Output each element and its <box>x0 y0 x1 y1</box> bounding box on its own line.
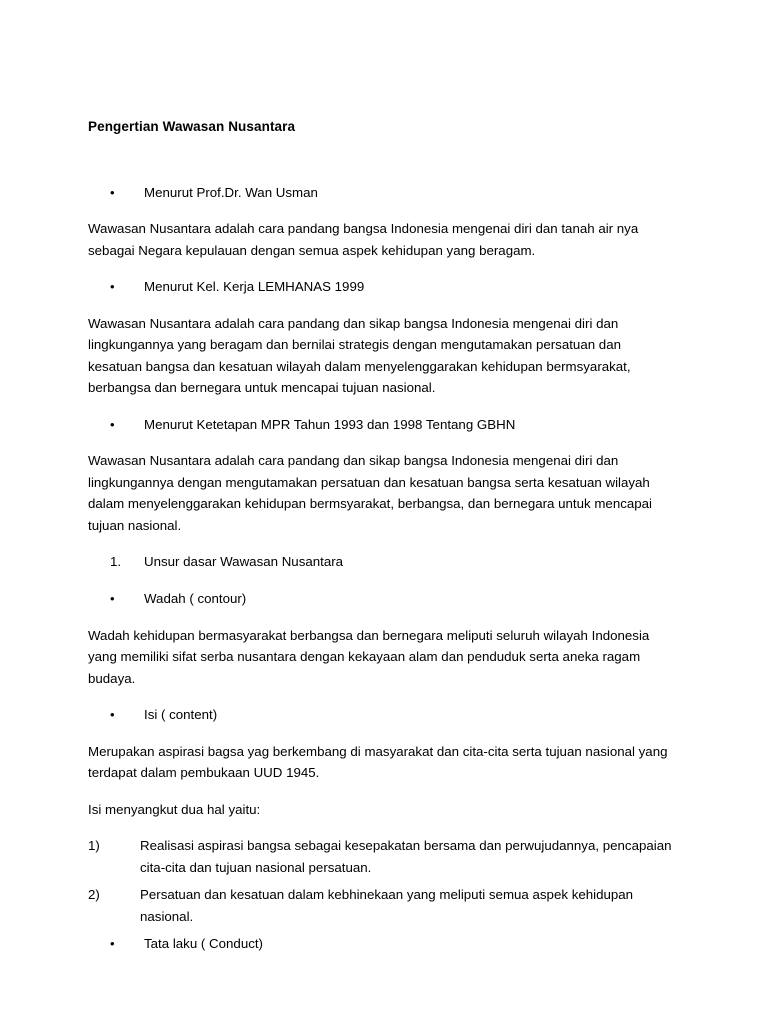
list-item-label: Isi ( content) <box>144 707 218 723</box>
paragraph: Wadah kehidupan bermasyarakat berbangsa dan bernegara meliputi seluruh wilayah Indonesia yang memiliki sifat serba nusantara dengan kekayaan alam dan penduduk serta aneka ragam budaya. <box>88 627 650 686</box>
paragraph-number: 1) <box>88 838 100 854</box>
numbered-paragraph <box>88 884 678 927</box>
paragraph-number: 2) <box>88 887 100 903</box>
list-item <box>88 588 678 610</box>
paragraph-text: Realisasi aspirasi bangsa sebagai kesepakatan bersama dan perwujudannya, pencapaian cita-cita dan tujuan nasional persatuan. <box>140 838 672 875</box>
list-item <box>88 182 678 204</box>
paragraph: Wawasan Nusantara adalah cara pandang dan sikap bangsa Indonesia mengenai diri dan lingkungannya dengan mengutamakan persatuan dan kesatuan bangsa serta kesatuan wilayah dalam menyelenggarakan kehidupan bermsyarakat, berbangsa, dan bernegara untuk mencapai tujuan nasional. <box>88 453 653 533</box>
list-item-label: Wadah ( contour) <box>144 590 247 606</box>
document-body <box>88 182 678 955</box>
bullet-marker-icon: • <box>110 416 115 432</box>
list-item <box>88 414 678 436</box>
bullet-marker-icon: • <box>110 936 115 952</box>
list-item-label: Menurut Ketetapan MPR Tahun 1993 dan 1998 Tentang GBHN <box>144 416 516 432</box>
paragraph-text: Persatuan dan kesatuan dalam kebhinekaan yang meliputi semua aspek kehidupan nasional. <box>140 887 634 924</box>
list-item <box>88 551 678 573</box>
list-item-label: Tata laku ( Conduct) <box>144 936 263 952</box>
paragraph: Merupakan aspirasi bagsa yag berkembang di masyarakat dan cita-cita serta tujuan nasional yang terdapat dalam pembukaan UUD 1945. <box>88 743 668 781</box>
list-item-number: 1. <box>110 554 122 570</box>
list-item-label: Unsur dasar Wawasan Nusantara <box>144 554 344 570</box>
paragraph: Wawasan Nusantara adalah cara pandang dan sikap bangsa Indonesia mengenai diri dan lingkungannya yang beragam dan bernilai strategis dengan mengutamakan persatuan dan kesatuan bangsa dan kesatuan wilayah dalam menyelenggarakan kehidupan bermsyarakat, berbangsa dan bernegara untuk mencapai tujuan nasional. <box>88 315 631 396</box>
list-item-label: Menurut Kel. Kerja LEMHANAS 1999 <box>144 279 365 295</box>
list-item-label: Menurut Prof.Dr. Wan Usman <box>144 184 318 200</box>
bullet-marker-icon: • <box>110 707 115 723</box>
page-title: Pengertian Wawasan Nusantara <box>88 119 296 134</box>
list-item <box>88 933 678 955</box>
bullet-marker-icon: • <box>110 184 115 200</box>
list-item <box>88 276 678 298</box>
bullet-marker-icon: • <box>110 279 115 295</box>
numbered-paragraph <box>88 835 678 878</box>
paragraph: Wawasan Nusantara adalah cara pandang bangsa Indonesia mengenai diri dan tanah air nya sebagai Negara kepulauan dengan semua aspek kehidupan yang beragam. <box>88 221 639 258</box>
list-item <box>88 704 678 726</box>
bullet-marker-icon: • <box>110 590 115 606</box>
paragraph: Isi menyangkut dua hal yaitu: <box>88 801 261 817</box>
